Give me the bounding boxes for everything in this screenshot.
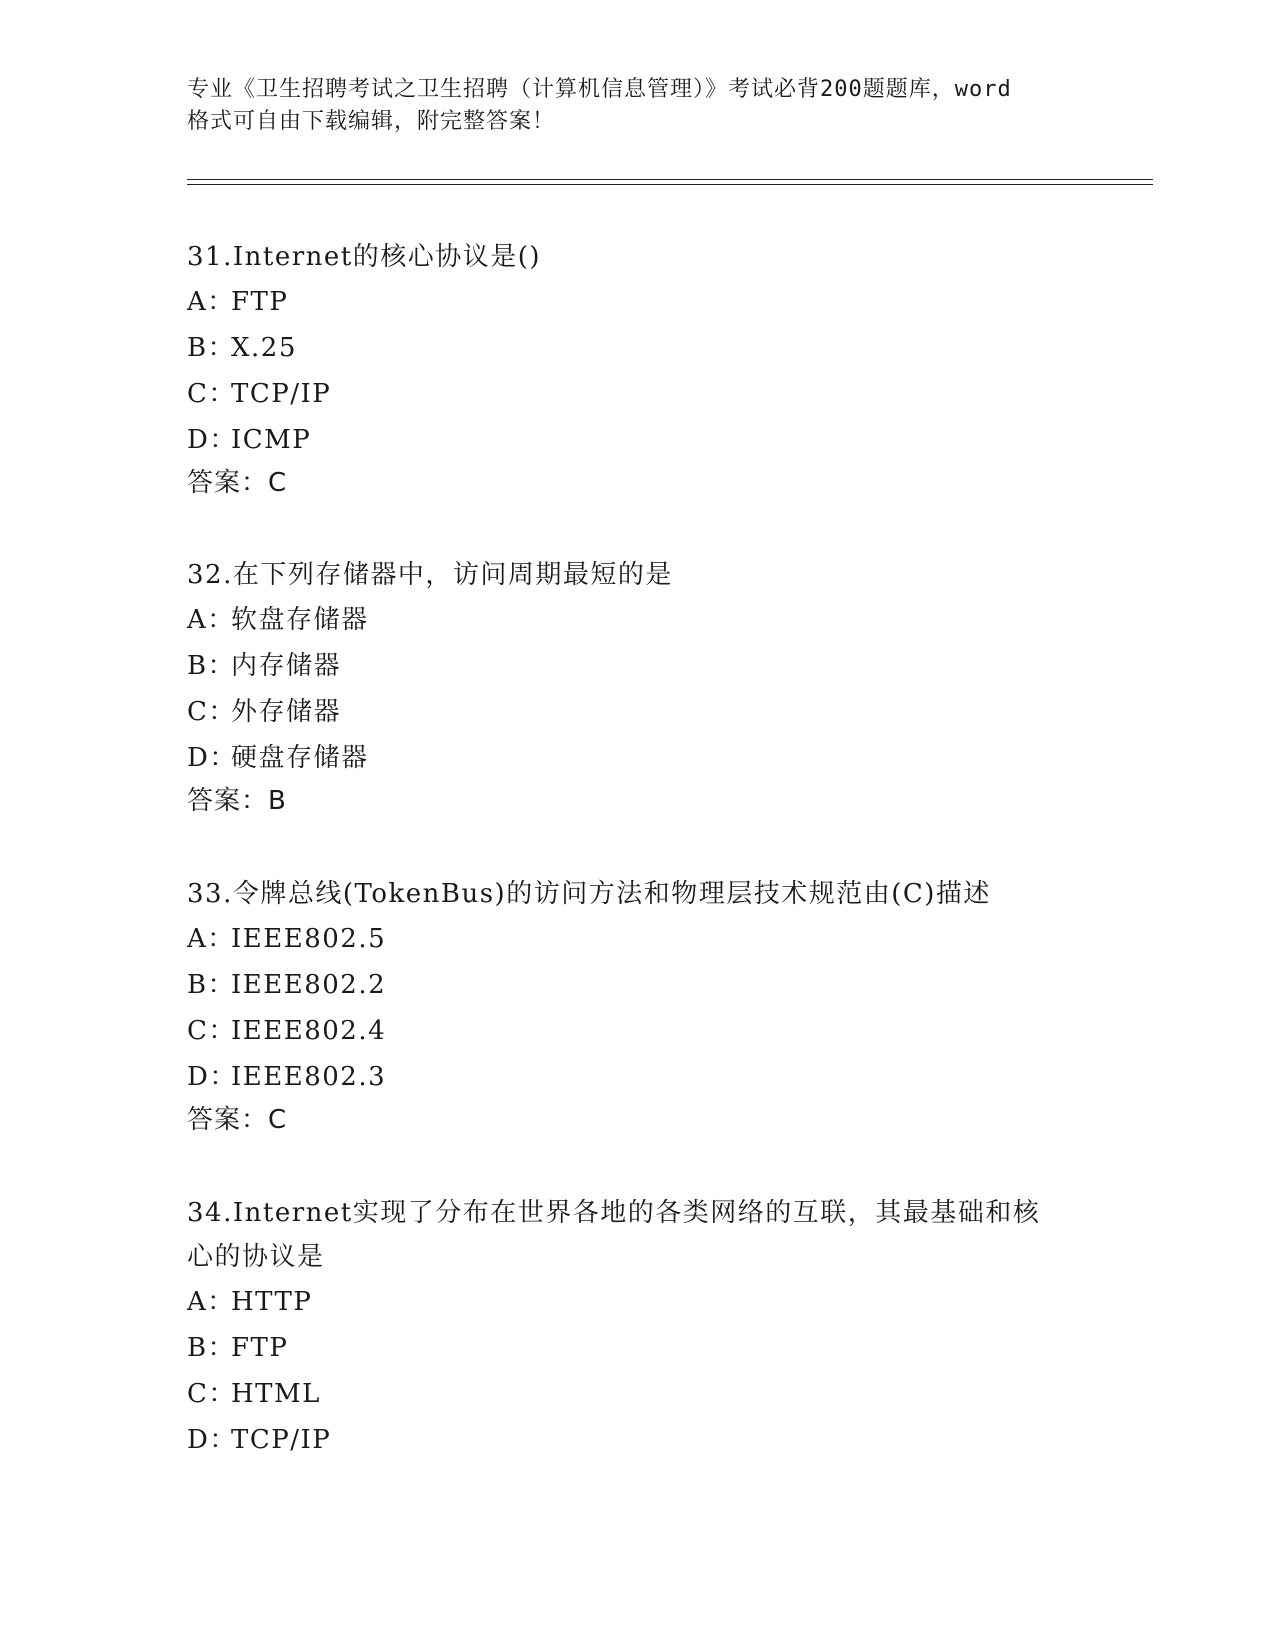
question-title: 31.Internet的核心协议是() [187,242,541,272]
option-key: A： [187,924,235,954]
option-c [187,689,1087,735]
question-title-line-2: 心的协议是 [187,1242,325,1272]
option-b [187,643,1087,689]
option-key: B： [187,651,236,681]
option-key: D： [187,1062,237,1092]
option-text: TCP/IP [231,379,332,409]
option-key: C： [187,379,236,409]
option-text: TCP/IP [231,1425,332,1455]
document-header [187,74,1087,138]
question-title-line-1: 34.Internet实现了分布在世界各地的各类网络的互联，其最基础和核 [187,1198,1041,1228]
option-text: FTP [231,287,289,317]
option-key: D： [187,743,237,773]
option-a [187,279,1087,325]
option-text: 软盘存储器 [231,605,369,635]
option-d [187,1054,1087,1100]
header-divider-top [187,179,1153,180]
option-b [187,1325,1087,1371]
option-a [187,597,1087,643]
option-key: D： [187,425,237,455]
option-key: D： [187,1425,237,1455]
option-a [187,916,1087,962]
option-c [187,371,1087,417]
option-text: 硬盘存储器 [231,743,369,773]
option-key: C： [187,697,236,727]
option-b [187,325,1087,371]
option-key: A： [187,1287,235,1317]
option-text: HTTP [231,1287,313,1317]
question-31 [187,235,1087,503]
question-title: 32.在下列存储器中，访问周期最短的是 [187,560,673,590]
option-text: X.25 [231,333,297,363]
option-text: IEEE802.4 [231,1016,387,1046]
option-d [187,1417,1087,1463]
question-33 [187,872,1087,1140]
option-text: HTML [231,1379,321,1409]
answer-label: 答案：C [187,1105,288,1135]
option-text: IEEE802.5 [231,924,387,954]
answer-label: 答案：C [187,468,288,498]
option-text: IEEE802.3 [231,1062,387,1092]
header-line-1: 专业《卫生招聘考试之卫生招聘（计算机信息管理）》考试必背200题题库，word [187,77,1012,102]
option-d [187,417,1087,463]
option-a [187,1279,1087,1325]
answer-label: 答案：B [187,786,287,816]
question-title: 33.令牌总线(TokenBus)的访问方法和物理层技术规范由(C)描述 [187,879,991,909]
option-key: C： [187,1016,236,1046]
option-d [187,735,1087,781]
option-key: A： [187,605,235,635]
option-text: 内存储器 [231,651,342,681]
option-c [187,1008,1087,1054]
question-32 [187,553,1087,821]
header-line-2: 格式可自由下载编辑，附完整答案！ [187,109,556,134]
option-key: B： [187,333,236,363]
option-text: ICMP [231,425,312,455]
option-text: FTP [231,1333,289,1363]
option-key: B： [187,970,236,1000]
option-key: C： [187,1379,236,1409]
header-divider-bottom [187,184,1153,185]
option-text: 外存储器 [231,697,342,727]
option-key: B： [187,1333,236,1363]
option-c [187,1371,1087,1417]
option-b [187,962,1087,1008]
option-text: IEEE802.2 [231,970,387,1000]
question-34 [187,1191,1087,1463]
option-key: A： [187,287,235,317]
